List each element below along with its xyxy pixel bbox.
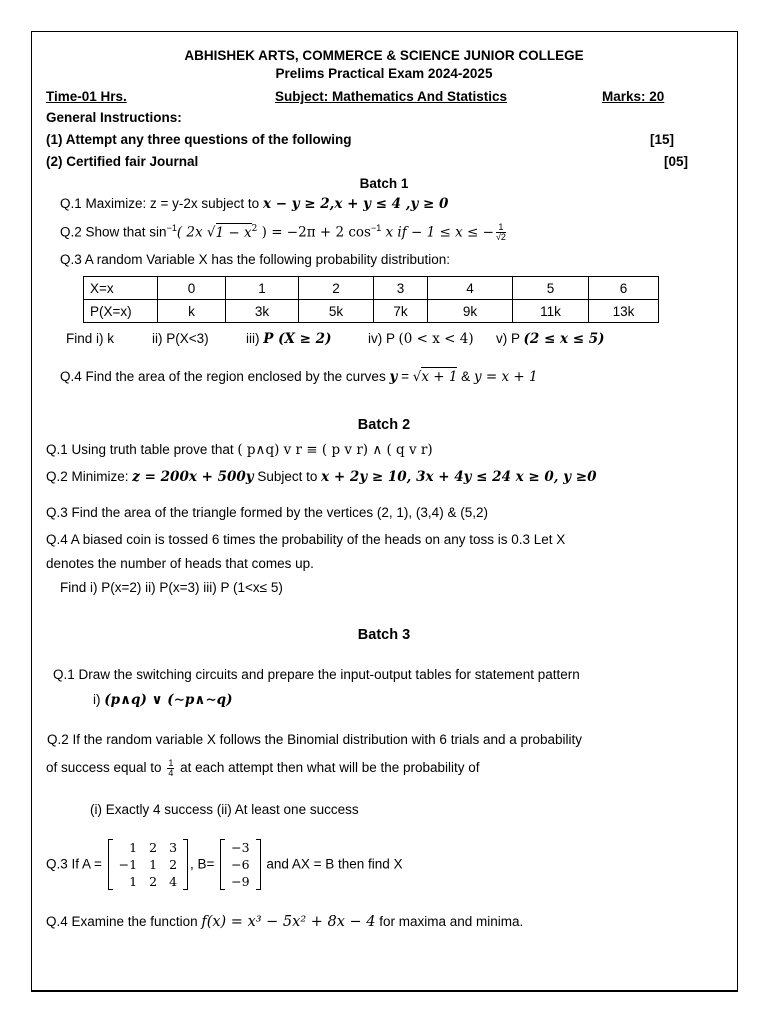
table-cell: 4 [428, 277, 513, 300]
batch1-q2: Q.2 Show that $\sin^{-1}$( 2x $√1 - x^2$ ) = −2π + 2 $\cos^{-1} x$ if − 1 ≤ x ≤ − $\frac{1}{√2}$ [60, 222, 506, 243]
time-label: Time-01 Hrs. [46, 89, 127, 104]
batch2-q4-line3: Find i) P(x=2) ii) P(x=3) iii) P (1<x≤ 5) [60, 580, 283, 595]
batch2-q3: Q.3 Find the area of the triangle formed by the vertices (2, 1), (3,4) & (5,2) [46, 505, 488, 520]
batch1-q4: Q.4 Find the area of the region enclosed by the curves y = √x + 1 & y = x + 1 [60, 369, 538, 385]
table-cell: X=x [84, 277, 158, 300]
batch2-q2: Q.2 Minimize: z = 200x + 500y Subject to x + 2y ≥ 10, 3x + 4y ≤ 24 x ≥ 0, y ≥0 [46, 469, 597, 485]
batch1-q3-part4: iv) P (0 < x < 4) [368, 331, 474, 347]
table-cell: 6 [589, 277, 659, 300]
table-cell: 1 [226, 277, 299, 300]
table-cell: 5k [299, 300, 374, 323]
table-cell: 7k [374, 300, 428, 323]
batch3-q1-line2: i) (p∧q) ∨ (∼p∧∼q) [93, 692, 233, 708]
batch3-q4: Q.4 Examine the function f(x) = x³ − 5x² + 8x − 4 for maxima and minima. [46, 914, 524, 930]
batch1-q3-part2: ii) P(X<3) [152, 331, 209, 346]
table-cell: 11k [513, 300, 589, 323]
table-cell: 0 [158, 277, 226, 300]
batch2-title: Batch 2 [357, 417, 411, 433]
batch3-q2-line2: of success equal to $\frac{1}{4}$ at each attempt then what will be the probability of [46, 758, 480, 778]
table-row [84, 300, 659, 323]
table-cell: k [158, 300, 226, 323]
instructions-title: General Instructions: [46, 110, 182, 125]
matrix-a: 1 2 3 −1 1 2 1 2 4 [108, 839, 188, 890]
batch3-q1-line1: Q.1 Draw the switching circuits and prepare the input-output tables for statement pattern [53, 667, 580, 682]
table-cell: 3k [226, 300, 299, 323]
table-cell: P(X=x) [84, 300, 158, 323]
instruction-2: (2) Certified fair Journal [46, 154, 199, 169]
instruction-1: (1) Attempt any three questions of the following [46, 132, 352, 147]
batch2-q4-line1: Q.4 A biased coin is tossed 6 times the probability of the heads on any toss is 0.3 Let X [46, 532, 566, 547]
table-cell: 5 [513, 277, 589, 300]
marks-label: Marks: 20 [602, 89, 665, 104]
batch2-q4-line2: denotes the number of heads that comes up. [46, 556, 314, 571]
batch3-q3: Q.3 If A = 1 2 3 −1 1 2 1 2 4 , B= −3 −6 −9 and AX = B then find X [46, 840, 403, 889]
exam-title: Prelims Practical Exam 2024-2025 [275, 66, 493, 81]
table-cell: 3 [374, 277, 428, 300]
batch1-q3-find: Find i) k [66, 331, 115, 346]
batch1-q3: Q.3 A random Variable X has the following probability distribution: [60, 252, 450, 267]
table-cell: 2 [299, 277, 374, 300]
batch3-title: Batch 3 [357, 627, 411, 643]
instruction-1-marks: [15] [650, 132, 675, 147]
table-row [84, 277, 659, 300]
batch3-q2-line3: (i) Exactly 4 success (ii) At least one success [90, 802, 359, 817]
batch1-title: Batch 1 [359, 176, 409, 191]
college-name: ABHISHEK ARTS, COMMERCE & SCIENCE JUNIOR COLLEGE [184, 48, 584, 63]
table-cell: 9k [428, 300, 513, 323]
instruction-2-marks: [05] [664, 154, 689, 169]
batch1-q3-part3: iii) P (X ≥ 2) [246, 331, 332, 347]
matrix-b: −3 −6 −9 [220, 839, 260, 890]
subject-label: Subject: Mathematics And Statistics [275, 89, 508, 104]
batch1-q1: Q.1 Maximize: z = y-2x subject to x − y ≥ 2,x + y ≤ 4 ,y ≥ 0 [60, 196, 449, 212]
batch1-q3-part5: v) P (2 ≤ x ≤ 5) [496, 331, 605, 347]
batch3-q2-line1: Q.2 If the random variable X follows the Binomial distribution with 6 trials and a probability [47, 732, 583, 747]
probability-distribution-table [83, 276, 659, 323]
batch2-q1: Q.1 Using truth table prove that ( p∧q) v r ≡ ( p v r) ∧ ( q v r) [46, 442, 433, 458]
table-cell: 13k [589, 300, 659, 323]
